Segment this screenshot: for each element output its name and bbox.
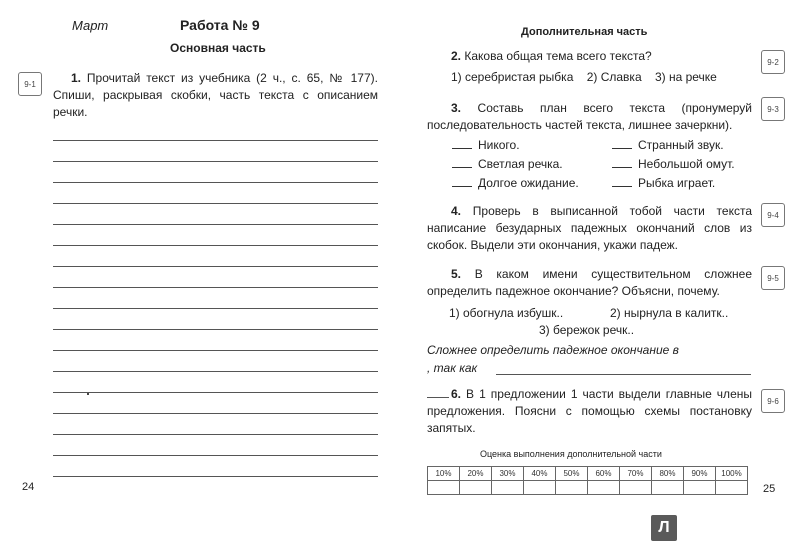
writing-line[interactable] bbox=[53, 161, 378, 162]
grade-cell: 90% bbox=[684, 467, 716, 481]
month-label: Март bbox=[72, 18, 109, 33]
task-text: В каком имени существительном сложнее определить падежное окончание? Объясни, почему. bbox=[427, 267, 752, 298]
task-5 bbox=[427, 266, 752, 300]
blank-field[interactable] bbox=[452, 139, 472, 149]
grade-cell: 70% bbox=[620, 467, 652, 481]
task-2-options: 1) серебристая рыбка 2) Славка 3) на речке bbox=[451, 70, 717, 84]
plan-item: Никого. bbox=[452, 138, 520, 152]
plan-item: Небольшой омут. bbox=[612, 157, 735, 171]
task-6 bbox=[427, 386, 752, 437]
task-number: 6. bbox=[451, 387, 462, 401]
grade-input-cell[interactable] bbox=[588, 481, 620, 495]
writing-line[interactable] bbox=[53, 329, 378, 330]
dot-mark bbox=[87, 393, 89, 395]
page-number-right: 25 bbox=[763, 483, 776, 495]
grade-cell: 50% bbox=[556, 467, 588, 481]
blank-field[interactable] bbox=[612, 158, 632, 168]
answer-line[interactable] bbox=[496, 374, 751, 375]
task-5-option-1: 1) обогнула избушк.. bbox=[449, 306, 564, 320]
writing-line[interactable] bbox=[53, 266, 378, 267]
grade-input-cell[interactable] bbox=[652, 481, 684, 495]
writing-line[interactable] bbox=[53, 371, 378, 372]
task-code-badge: 9-3 bbox=[761, 97, 785, 121]
plan-item: Светлая речка. bbox=[452, 157, 563, 171]
task-text: В 1 предложении 1 части выдели главные члены предложения. Поясни с помощью схемы постановку запятых. bbox=[427, 387, 752, 435]
task-text: Составь план всего текста (пронумеруй последовательность частей текста, лишнее зачеркни). bbox=[427, 101, 753, 132]
writing-line[interactable] bbox=[53, 224, 378, 225]
writing-line[interactable] bbox=[53, 140, 378, 141]
writing-line[interactable] bbox=[53, 392, 378, 393]
plan-item: Рыбка играет. bbox=[612, 176, 715, 190]
task-code-badge: 9-2 bbox=[761, 50, 785, 74]
grade-table bbox=[427, 466, 748, 495]
grade-title: Оценка выполнения дополнительной части bbox=[480, 449, 662, 459]
writing-line[interactable] bbox=[53, 350, 378, 351]
task-5-option-2: 2) нырнула в калитк.. bbox=[610, 306, 729, 320]
main-section-title: Основная часть bbox=[170, 41, 266, 55]
task-text: Какова общая тема всего текста? bbox=[464, 49, 652, 63]
grade-input-cell[interactable] bbox=[716, 481, 748, 495]
writing-line[interactable] bbox=[53, 413, 378, 414]
blank-field[interactable] bbox=[612, 139, 632, 149]
answer-prompt-cont: , так как bbox=[427, 361, 478, 375]
writing-line[interactable] bbox=[53, 287, 378, 288]
task-text: Прочитай текст из учебника (2 ч., с. 65, № 177). Спиши, раскрывая скобки, часть текста с описанием речки. bbox=[53, 71, 378, 119]
blank-field[interactable] bbox=[452, 158, 472, 168]
grade-input-cell[interactable] bbox=[428, 481, 460, 495]
grade-input-cell[interactable] bbox=[460, 481, 492, 495]
grade-cell: 100% bbox=[716, 467, 748, 481]
grade-input-cell[interactable] bbox=[524, 481, 556, 495]
plan-item: Странный звук. bbox=[612, 138, 724, 152]
writing-line[interactable] bbox=[53, 182, 378, 183]
writing-line[interactable] bbox=[53, 476, 378, 477]
task-number: 5. bbox=[451, 267, 462, 281]
page-number-left: 24 bbox=[22, 481, 35, 493]
extra-section-title: Дополнительная часть bbox=[521, 26, 648, 38]
task-number: 2. bbox=[451, 49, 462, 63]
task-3 bbox=[427, 100, 752, 134]
task-code-badge: 9-1 bbox=[18, 72, 42, 96]
writing-line[interactable] bbox=[53, 308, 378, 309]
grade-input-cell[interactable] bbox=[492, 481, 524, 495]
task-number: 3. bbox=[451, 101, 462, 115]
grade-input-cell[interactable] bbox=[556, 481, 588, 495]
blank-field[interactable] bbox=[612, 177, 632, 187]
writing-line[interactable] bbox=[53, 434, 378, 435]
grade-cell: 40% bbox=[524, 467, 556, 481]
writing-line[interactable] bbox=[53, 245, 378, 246]
task-2 bbox=[427, 49, 752, 63]
grade-input-row bbox=[428, 481, 748, 495]
task-code-badge: 9-6 bbox=[761, 389, 785, 413]
task-4 bbox=[427, 203, 752, 254]
writing-line[interactable] bbox=[53, 203, 378, 204]
grade-cell: 80% bbox=[652, 467, 684, 481]
grade-cell: 20% bbox=[460, 467, 492, 481]
task-1 bbox=[53, 70, 378, 121]
grade-input-cell[interactable] bbox=[620, 481, 652, 495]
task-text: Проверь в выписанной тобой части текста написание безударных падежных окончаний слов из скобок. Выдели эти окончания, укажи падеж. bbox=[427, 204, 752, 252]
answer-prompt: Сложнее определить падежное окончание в bbox=[427, 343, 679, 357]
task-code-badge: 9-5 bbox=[761, 266, 785, 290]
task-5-option-3: 3) бережок речк.. bbox=[539, 323, 635, 337]
grade-cell: 10% bbox=[428, 467, 460, 481]
task-number: 4. bbox=[451, 204, 462, 218]
grade-header-row bbox=[428, 467, 748, 481]
grade-input-cell[interactable] bbox=[684, 481, 716, 495]
grade-cell: 30% bbox=[492, 467, 524, 481]
task-code-badge: 9-4 bbox=[761, 203, 785, 227]
task-number: 1. bbox=[71, 71, 82, 85]
plan-item: Долгое ожидание. bbox=[452, 176, 579, 190]
blank-field[interactable] bbox=[452, 177, 472, 187]
publisher-logo: Л bbox=[651, 515, 677, 541]
grade-cell: 60% bbox=[588, 467, 620, 481]
writing-line[interactable] bbox=[53, 455, 378, 456]
work-title: Работа № 9 bbox=[180, 17, 260, 33]
